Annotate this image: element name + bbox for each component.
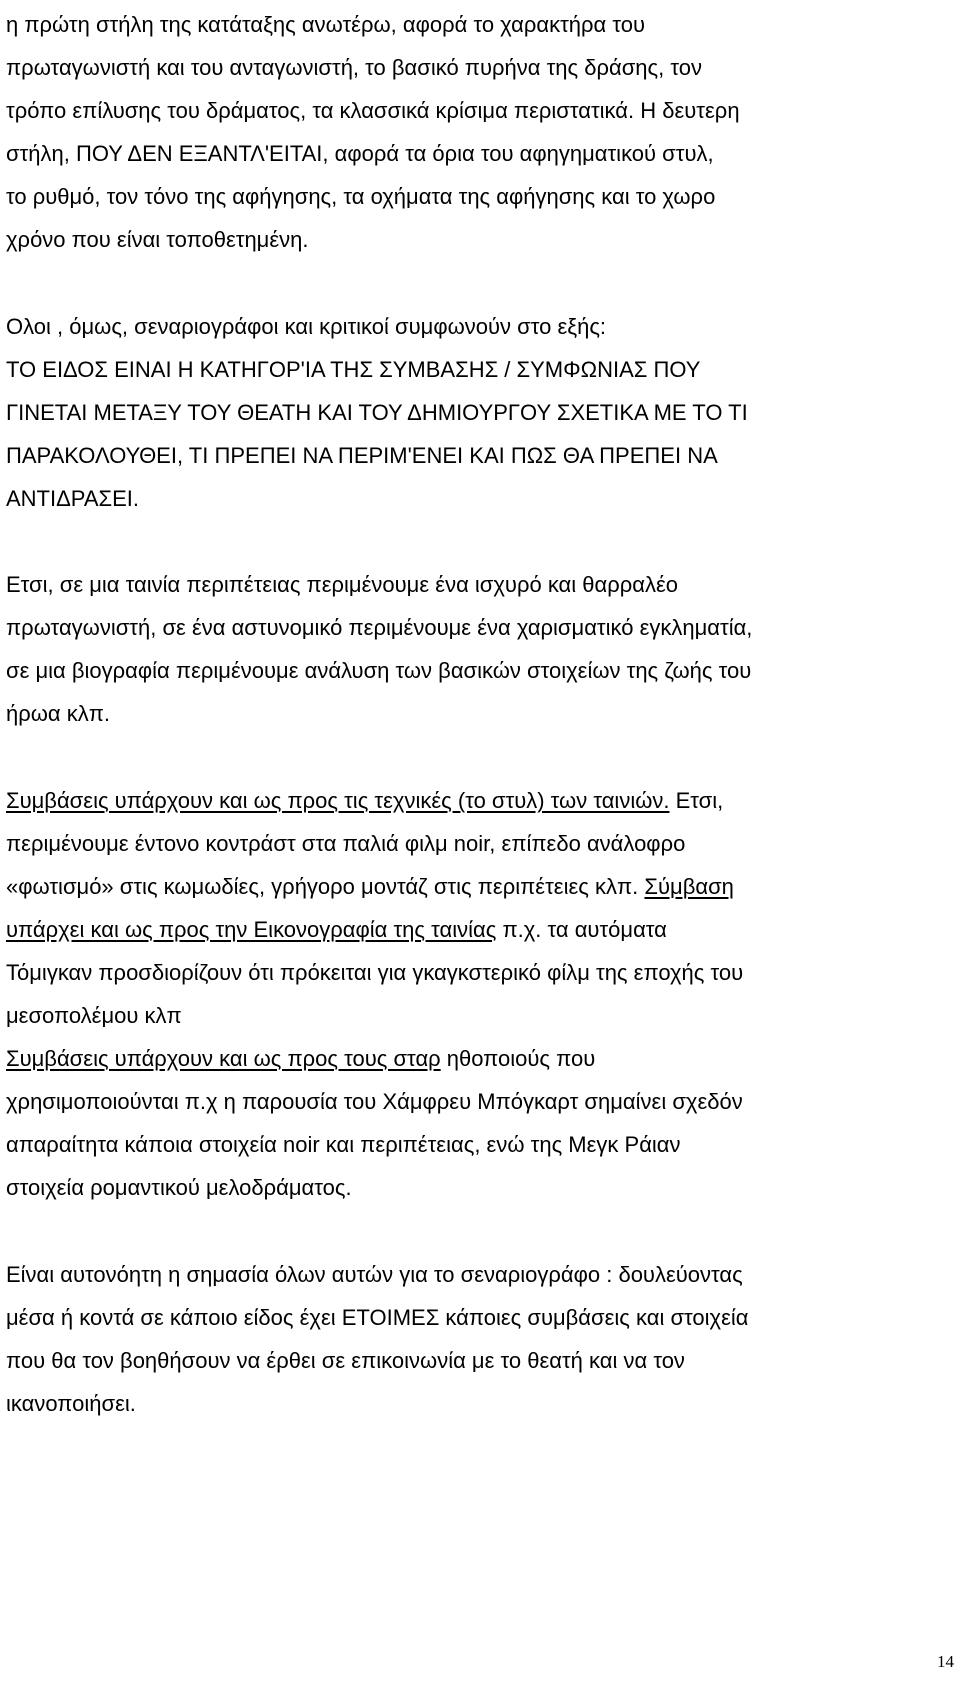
paragraph-2-line-4: ΠΑΡΑΚΟΛΟΥΘΕΙ, ΤΙ ΠΡΕΠΕΙ ΝΑ ΠΕΡΙΜ'ΕΝΕΙ ΚΑΙ ΠΩΣ ΘΑ ΠΡΕΠΕΙ ΝΑ [6,443,718,468]
paragraph-2-line-2: ΤΟ ΕΙΔΟΣ ΕΙΝΑΙ Η ΚΑΤΗΓΟΡ'ΙΑ ΤΗΣ ΣΥΜΒΑΣΗΣ / ΣΥΜΦΩΝΙΑΣ ΠΟΥ [6,357,701,382]
paragraph-1-line-2: πρωταγωνιστή και του ανταγωνιστή, το βασικό πυρήνα της δράσης, τον [6,55,702,80]
page-number: 14 [937,1652,954,1671]
line-text: «φωτισμό» στις κωμωδίες, γρήγορο μοντάζ στις περιπέτειες κλπ. [6,874,645,899]
underlined-phrase-techniques: Συμβάσεις υπάρχουν και ως προς τις τεχνικές (το στυλ) των ταινιών. [6,788,670,813]
paragraph-4-line-8: χρησιμοποιούνται π.χ η παρουσία του Χάμφρευ Μπόγκαρτ σημαίνει σχεδόν [6,1089,743,1114]
paragraph-1-line-4: στήλη, ΠΟΥ ΔΕΝ ΕΞΑΝΤΛ'ΕΙΤΑΙ, αφορά τα όρια του αφηγηματικού στυλ, [6,141,714,166]
paragraph-4-line-7 [6,1046,595,1072]
underlined-phrase-stars: Συμβάσεις υπάρχουν και ως προς τους σταρ [6,1046,441,1071]
paragraph-4-line-6: μεσοπολέμου κλπ [6,1003,182,1028]
paragraph-4-line-9: απαραίτητα κάποια στοιχεία noir και περιπέτειας, ενώ της Μεγκ Ράιαν [6,1132,681,1157]
paragraph-3-line-3: σε μια βιογραφία περιμένουμε ανάλυση των βασικών στοιχείων της ζωής του [6,658,752,683]
line-text: Ετσι, [669,788,724,813]
paragraph-4-line-10: στοιχεία ρομαντικού μελοδράματος. [6,1175,352,1200]
line-text: ηθοποιούς που [440,1046,596,1071]
paragraph-5-line-4: ικανοποιήσει. [6,1391,136,1416]
paragraph-2-line-1: Ολοι , όμως, σεναριογράφοι και κριτικοί συμφωνούν στο εξής: [6,314,607,339]
paragraph-1-line-1: η πρώτη στήλη της κατάταξης ανωτέρω, αφορά το χαρακτήρα του [6,12,645,37]
paragraph-5-line-1: Είναι αυτονόητη η σημασία όλων αυτών για το σεναριογράφο : δουλεύοντας [6,1262,743,1287]
paragraph-4-line-2: περιμένουμε έντονο κοντράστ στα παλιά φιλμ noir, επίπεδο ανάλοφρο [6,831,686,856]
paragraph-4-line-5: Τόμιγκαν προσδιορίζουν ότι πρόκειται για γκαγκστερικό φίλμ της εποχής του [6,960,744,985]
paragraph-1-line-5: το ρυθμό, τον τόνο της αφήγησης, τα οχήματα της αφήγησης και το χωρο [6,184,716,209]
underlined-phrase-convention: Σύμβαση [644,874,734,899]
paragraph-5-line-3: που θα τον βοηθήσουν να έρθει σε επικοινωνία με το θεατή και να τον [6,1348,685,1373]
paragraph-2-line-3: ΓΙΝΕΤΑΙ ΜΕΤΑΞΥ ΤΟΥ ΘΕΑΤΗ ΚΑΙ ΤΟΥ ΔΗΜΙΟΥΡΓΟΥ ΣΧΕΤΙΚΑ ΜΕ ΤΟ ΤΙ [6,400,748,425]
paragraph-4-line-1 [6,788,723,814]
paragraph-1-line-3: τρόπο επίλυσης του δράματος, τα κλασσικά κρίσιμα περιστατικά. Η δευτερη [6,98,740,123]
paragraph-3-line-1: Ετσι, σε μια ταινία περιπέτειας περιμένουμε ένα ισχυρό και θαρραλέο [6,572,679,597]
paragraph-2-line-5: ΑΝΤΙΔΡΑΣΕΙ. [6,486,140,511]
paragraph-1-line-6: χρόνο που είναι τοποθετημένη. [6,227,309,252]
paragraph-3-line-2: πρωταγωνιστή, σε ένα αστυνομικό περιμένουμε ένα χαρισματικό εγκληματία, [6,615,753,640]
paragraph-4-line-3 [6,874,734,900]
paragraph-3-line-4: ήρωα κλπ. [6,701,111,726]
underlined-phrase-iconography: υπάρχει και ως προς την Εικονογραφία της ταινίας [6,917,497,942]
paragraph-5-line-2: μέσα ή κοντά σε κάποιο είδος έχει ΕΤΟΙΜΕΣ κάποιες συμβάσεις και στοιχεία [6,1305,749,1330]
paragraph-4-line-4 [6,917,667,943]
line-text: π.χ. τα αυτόματα [496,917,667,942]
